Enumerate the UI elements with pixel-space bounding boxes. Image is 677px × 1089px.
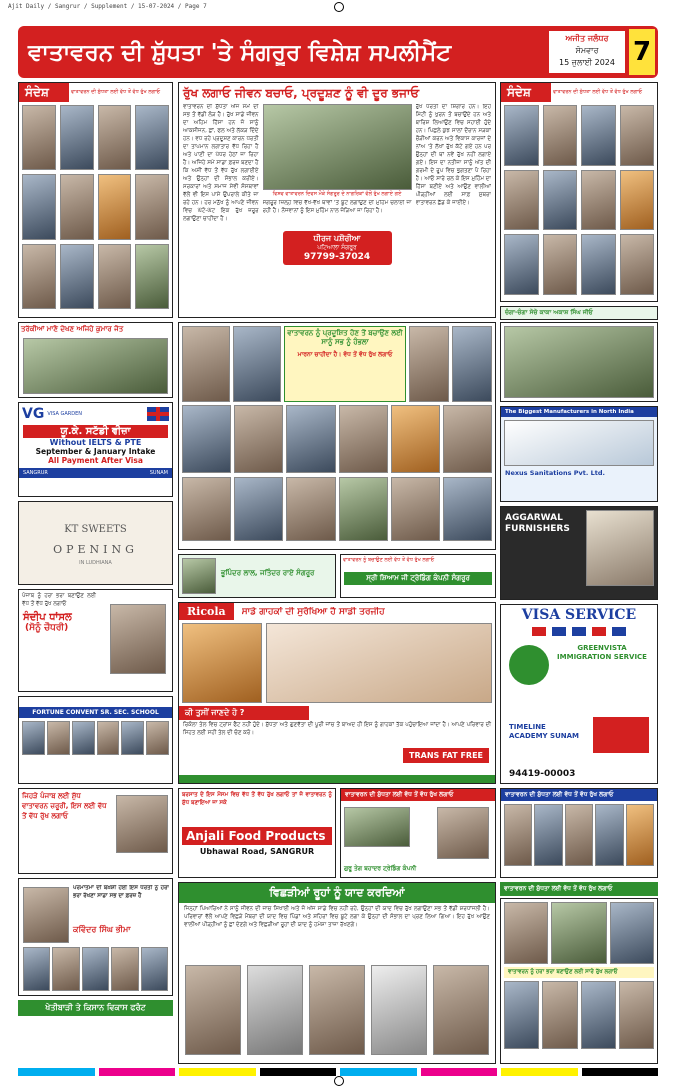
portrait xyxy=(620,105,655,166)
portrait xyxy=(233,326,281,402)
portrait xyxy=(443,405,492,473)
portrait xyxy=(22,244,56,309)
bathtub-image xyxy=(504,420,654,466)
greenvista-name: GREENVISTA IMMIGRATION SERVICE xyxy=(557,644,647,662)
portrait xyxy=(52,947,79,991)
right-group-photo-panel xyxy=(500,322,658,402)
slogan-1: ਵਾਤਾਵਰਨ ਨੂੰ ਪ੍ਰਦੂਸ਼ਿਤ ਹੋਣ ਤੋਂ ਬਚਾਉਣ ਲਈ xyxy=(287,329,403,337)
student-photo xyxy=(97,721,120,755)
author-phone: 97799-37024 xyxy=(303,252,371,262)
masthead-info xyxy=(547,29,627,75)
portrait xyxy=(22,174,56,239)
portrait xyxy=(234,477,283,541)
nexus-biggest: The Biggest Manufacturers in North India xyxy=(501,407,657,417)
slogan-box xyxy=(284,326,406,402)
page-number: 7 xyxy=(629,29,655,75)
portrait xyxy=(504,981,539,1049)
portrait xyxy=(98,244,132,309)
portrait xyxy=(98,174,132,239)
school-name: FORTUNE CONVENT SR. SEC. SCHOOL xyxy=(19,707,172,718)
left-sandesh-subtitle: ਵਾਤਾਵਰਨ ਦੀ ਸ਼ੁੱਧਤਾ ਲਈ ਵੱਧ ਤੋਂ ਵੱਧ ਰੁੱਖ ਲਗਾਓ xyxy=(71,89,161,96)
portrait xyxy=(339,477,388,541)
color-registration-bar xyxy=(18,1068,658,1076)
portrait xyxy=(182,326,230,402)
timeline-name: TIMELINE ACADEMY SUNAM xyxy=(509,723,580,741)
kt-sweets-opening: OPENING xyxy=(53,543,138,556)
oil-bottle-image xyxy=(182,623,262,703)
portrait xyxy=(504,804,532,866)
visa-phone: 94419-00003 xyxy=(509,769,576,779)
slogan-2: ਸਾਨੂੰ ਸਭ ਨੂੰ ਹੰਭਲਾ xyxy=(321,338,369,346)
plant-image xyxy=(344,807,410,847)
visa-garden-ad xyxy=(18,402,173,497)
visa-title: ਯੂ.ਕੇ. ਸਟੱਡੀ ਵੀਜ਼ਾ xyxy=(23,425,168,438)
kavinder-name: ਕਵਿੰਦਰ ਸਿੰਘ ਭੀਮਾ xyxy=(73,925,131,934)
sri-shyam-name: ਸ੍ਰੀ ਸ਼ਿਆਮ ਜੀ ਟ੍ਰੇਡਿੰਗ ਕੰਪਨੀ ਸੰਗਰੂਰ xyxy=(344,572,492,585)
article-col-3: ਰੁੱਖ ਧਰਤੀ ਦਾ ਸ਼ਿੰਗਾਰ ਹਨ। ਇਹ ਮਿੱਟੀ ਨੂੰ ਖੁਰਨ ਤੋਂ ਬਚਾਉਂਦੇ ਹਨ ਅਤੇ ਬਾਰਿਸ਼ ਲਿਆਉਣ ਵਿਚ ਸਹਾਈ ਹੁੰਦੇ ਹਨ। ਪਿਛਲੇ ਕੁਝ ਸਾਲਾਂ ਦੌਰਾਨ ਸੜਕਾਂ ਚੌੜੀਆਂ ਕਰਨ ਅਤੇ ਵਿਕਾਸ ਕਾਰਜਾਂ ਦੇ ਨਾਂਅ 'ਤੇ ਲੱਖਾਂ ਰੁੱਖ ਕੱਟੇ ਗਏ ਹਨ ਪਰ ਉਨ੍ਹਾਂ ਦੀ ਥਾਂ ਨਵੇਂ ਰੁੱਖ ਨਹੀਂ ਲਗਾਏ ਗਏ। ਇਸ ਦਾ ਨਤੀਜਾ ਸਾਨੂੰ ਅੱਤ ਦੀ ਗਰਮੀ ਦੇ ਰੂਪ ਵਿਚ ਭੁਗਤਣਾ ਪੈ ਰਿਹਾ ਹੈ। ਆਓ ਸਾਰੇ ਰਲ ਕੇ ਇਸ ਮੁਹਿੰਮ ਦਾ ਹਿੱਸਾ ਬਣੀਏ ਅਤੇ ਆਉਣ ਵਾਲੀਆਂ ਪੀੜ੍ਹੀਆਂ ਲਈ ਸਾਫ਼ ਸੁਥਰਾ ਵਾਤਾਵਰਨ ਛੱਡ ਕੇ ਜਾਈਏ। xyxy=(415,104,491,206)
portrait xyxy=(286,405,335,473)
aggarwal-ad xyxy=(500,506,658,600)
main-headline: ਰੁੱਖ ਲਗਾਓ ਜੀਵਨ ਬਚਾਓ, ਪ੍ਰਦੂਸ਼ਣ ਨੂੰ ਵੀ ਦੂਰ ਭਜਾਓ xyxy=(183,86,420,100)
student-photo xyxy=(72,721,95,755)
slogan-3: ਮਾਰਨਾ ਚਾਹੀਦਾ ਹੈ। ਵੱਧ ਤੋਂ ਵੱਧ ਰੁੱਖ ਲਗਾਓ xyxy=(297,351,393,358)
main-article: ਰੁੱਖ ਲਗਾਓ ਜੀਵਨ ਬਚਾਓ, ਪ੍ਰਦੂਸ਼ਣ ਨੂੰ ਵੀ ਦੂਰ ਭਜਾਓ ਵਾਤਾਵਰਨ ਦੀ ਸ਼ੁੱਧਤਾ ਅੱਜ ਸਮੇਂ ਦੀ ਸਭ ਤੋਂ ਵੱਡੀ ਲੋੜ ਹੈ। ਰੁੱਖ ਸਾਡੇ ਜੀਵਨ ਦਾ ਅਹਿਮ ਹਿੱਸਾ ਹਨ ਜੋ ਸਾਨੂੰ ਆਕਸੀਜਨ, ਛਾਂ, ਫਲ ਅਤੇ ਲੱਕੜ ਦਿੰਦੇ ਹਨ। ਵਧ ਰਹੇ ਪ੍ਰਦੂਸ਼ਣ ਕਾਰਨ ਧਰਤੀ ਦਾ ਤਾਪਮਾਨ ਲਗਾਤਾਰ ਵੱਧ ਰਿਹਾ ਹੈ ਅਤੇ ਪਾਣੀ ਦਾ ਪੱਧਰ ਹੇਠਾਂ ਜਾ ਰਿਹਾ ਹੈ। ਅਜਿਹੇ ਸਮੇਂ ਸਾਡਾ ਫ਼ਰਜ਼ ਬਣਦਾ ਹੈ ਕਿ ਅਸੀਂ ਵੱਧ ਤੋਂ ਵੱਧ ਰੁੱਖ ਲਗਾਈਏ ਅਤੇ ਉਨ੍ਹਾਂ ਦੀ ਸੰਭਾਲ ਕਰੀਏ। ਸਰਕਾਰਾਂ ਅਤੇ ਸਮਾਜ ਸੇਵੀ ਸੰਸਥਾਵਾਂ ਵੱਲੋਂ ਵੀ ਇਸ ਪਾਸੇ ਉਪਰਾਲੇ ਕੀਤੇ ਜਾ ਰਹੇ ਹਨ। ਹਰ ਮਨੁੱਖ ਨੂੰ ਆਪਣੇ ਜੀਵਨ ਵਿਚ ਘੱਟੋ-ਘੱਟ ਇਕ ਰੁੱਖ ਜ਼ਰੂਰ ਲਗਾਉਣਾ ਚਾਹੀਦਾ ਹੈ। ਵਿਸ਼ਵ ਵਾਤਾਵਰਨ ਦਿਵਸ ਮੌਕੇ ਸੰਗਰੂਰ ਦੇ ਨਾਗਰਿਕਾਂ ਵੱਲੋਂ ਰੁੱਖ ਲਗਾਏ ਗਏ ਸੰਗਰੂਰ ਜ਼ਿਲ੍ਹੇ ਵਿਚ ਵੱਖ-ਵੱਖ ਥਾਵਾਂ 'ਤੇ ਬੂਟੇ ਲਗਾਉਣ ਦੀ ਮੁਹਿੰਮ ਚਲਾਈ ਜਾ ਰਹੀ ਹੈ। ਨੌਜਵਾਨਾਂ ਨੂੰ ਇਸ ਮੁਹਿੰਮ ਨਾਲ ਜੋੜਿਆ ਜਾ ਰਿਹਾ ਹੈ। ਧੀਰਜ ਪਸ਼ੌਰੀਆ ਪਟਿਆਲਾ ਸੰਗਰੂਰ 97799-37024 ਰੁੱਖ ਧਰਤੀ ਦਾ ਸ਼ਿੰਗਾਰ ਹਨ। ਇਹ ਮਿੱਟੀ ਨੂੰ ਖੁਰਨ ਤੋਂ ਬਚਾਉਂਦੇ ਹਨ ਅਤੇ ਬਾਰਿਸ਼ ਲਿਆਉਣ ਵਿਚ ਸਹਾਈ ਹੁੰਦੇ ਹਨ। ਪਿਛਲੇ ਕੁਝ ਸਾਲਾਂ ਦੌਰਾਨ ਸੜਕਾਂ ਚੌੜੀਆਂ ਕਰਨ ਅਤੇ ਵਿਕਾਸ ਕਾਰਜਾਂ ਦੇ ਨਾਂਅ 'ਤੇ ਲੱਖਾਂ ਰੁੱਖ ਕੱਟੇ ਗਏ ਹਨ ਪਰ ਉਨ੍ਹਾਂ ਦੀ ਥਾਂ ਨਵੇਂ ਰੁੱਖ ਨਹੀਂ ਲਗਾਏ ਗਏ। ਇਸ ਦਾ ਨਤੀਜਾ ਸਾਨੂੰ ਅੱਤ ਦੀ ਗਰਮੀ ਦੇ ਰੂਪ ਵਿਚ ਭੁਗਤਣਾ ਪੈ ਰਿਹਾ ਹੈ। ਆਓ ਸਾਰੇ ਰਲ ਕੇ ਇਸ ਮੁਹਿੰਮ ਦਾ ਹਿੱਸਾ ਬਣੀਏ ਅਤੇ ਆਉਣ ਵਾਲੀਆਂ ਪੀੜ੍ਹੀਆਂ ਲਈ ਸਾਫ਼ ਸੁਥਰਾ ਵਾਤਾਵਰਨ ਛੱਡ ਕੇ ਜਾਈਏ। xyxy=(178,82,496,318)
portrait xyxy=(504,170,539,231)
ricola-question: ਕੀ ਤੁਸੀਂ ਜਾਣਦੇ ਹੋ ? xyxy=(179,706,309,720)
uk-flag-icon xyxy=(147,407,169,421)
bottom-left-ad-2: ਪਰਮਾਤਮਾ ਦੀ ਬਖ਼ਸ਼ੀ ਹੋਈ ਇਸ ਧਰਤੀ ਨੂੰ ਹਰਾ ਭਰਾ ਰੱਖਣਾ ਸਾਡਾ ਸਭ ਦਾ ਫ਼ਰਜ਼ ਹੈ ਕਵਿੰਦਰ ਸਿੰਘ ਭੀਮਾ xyxy=(18,878,173,996)
portrait xyxy=(135,105,169,170)
portrait xyxy=(23,947,50,991)
portrait xyxy=(23,887,69,943)
group-photo xyxy=(504,326,654,398)
portrait xyxy=(60,244,94,309)
article-photo xyxy=(263,104,412,190)
portrait xyxy=(116,795,168,853)
portrait xyxy=(409,326,449,402)
right-sandesh-subtitle: ਵਾਤਾਵਰਨ ਦੀ ਸ਼ੁੱਧਤਾ ਲਈ ਵੱਧ ਤੋਂ ਵੱਧ ਰੁੱਖ ਲਗਾਓ xyxy=(553,89,643,96)
plant-image xyxy=(551,902,607,964)
visa-service-ad xyxy=(500,604,658,784)
portrait xyxy=(626,804,654,866)
student-photo xyxy=(146,721,169,755)
flag-icon xyxy=(552,627,566,636)
bottom-left-ad-1 xyxy=(18,788,173,874)
portrait xyxy=(610,902,654,964)
flag-icon xyxy=(592,627,606,636)
right-bottom-ad-2: ਵਾਤਾਵਰਨ ਨੂੰ ਹਰਾ ਭਰਾ ਬਣਾਉਣ ਲਈ ਸਾਰੇ ਰੁੱਖ ਲਗਾਓ xyxy=(500,898,658,1064)
portrait xyxy=(22,105,56,170)
group-photo xyxy=(23,338,168,394)
article-photo-caption: ਵਿਸ਼ਵ ਵਾਤਾਵਰਨ ਦਿਵਸ ਮੌਕੇ ਸੰਗਰੂਰ ਦੇ ਨਾਗਰਿਕਾਂ ਵੱਲੋਂ ਰੁੱਖ ਲਗਾਏ ਗਏ xyxy=(272,191,402,197)
portrait xyxy=(234,405,283,473)
portrait xyxy=(565,804,593,866)
bhupinder-ad xyxy=(178,554,336,598)
right-sandesh-header: ਸੰਦੇਸ਼ xyxy=(501,83,551,102)
center-portrait-grid xyxy=(178,322,496,550)
visa-service-title: VISA SERVICE xyxy=(521,607,637,623)
portrait xyxy=(581,981,616,1049)
portrait xyxy=(543,170,578,231)
masthead xyxy=(18,26,658,78)
bottom-left-ad-text: ਜਿਹੜੇ ਪੰਜਾਬ ਲਈ ਸ਼ੁੱਧ ਵਾਤਾਵਰਨ ਜ਼ਰੂਰੀ, ਇਸ ਲਈ ਵੱਧ ਤੋਂ ਵੱਧ ਰੁੱਖ ਲਗਾਓ xyxy=(22,792,107,820)
akash-banner-text: ਚੰਗਾ-ਚੰਗਾ ਸੋਚੋ ਕਾਕਾ ਅਕਾਸ਼ ਸਿੰਘ ਜੀਓ xyxy=(505,309,593,316)
memorial-portrait xyxy=(185,965,241,1055)
portrait xyxy=(60,105,94,170)
registration-mark-bottom xyxy=(334,1076,344,1086)
portrait xyxy=(111,947,138,991)
portrait xyxy=(619,981,654,1049)
sandeep-name: ਸੰਦੀਪ ਧਾਂਸਲ xyxy=(23,612,72,623)
portrait xyxy=(504,234,539,295)
portrait xyxy=(135,244,169,309)
anjali-food-ad: ਬਰਸਾਤ ਦੇ ਇਸ ਮੌਸਮ ਵਿਚ ਵੱਧ ਤੋਂ ਵੱਧ ਰੁੱਖ ਲਗਾਓ ਤਾਂ ਜੋ ਵਾਤਾਵਰਨ ਨੂੰ ਸ਼ੁੱਧ ਬਣਾਇਆ ਜਾ ਸਕੇ Anjali Food Products Ubhawal Road, SANGRUR xyxy=(178,788,336,878)
portrait xyxy=(391,477,440,541)
nexus-ad xyxy=(500,406,658,502)
author-name: ਧੀਰਜ ਪਸ਼ੌਰੀਆ xyxy=(313,234,361,243)
sandeep-nick: (ਸੋਨੂੰ ਚੌਧਰੀ) xyxy=(25,623,69,633)
visa-garden-brand: VISA GARDEN xyxy=(47,411,83,417)
memorial-portrait xyxy=(309,965,365,1055)
left-sandesh-header: ਸੰਦੇਸ਼ xyxy=(19,83,69,102)
tarkian-panel xyxy=(18,322,173,398)
furniture-image xyxy=(586,510,654,586)
portrait xyxy=(534,804,562,866)
portrait xyxy=(543,105,578,166)
portrait xyxy=(504,105,539,166)
portrait xyxy=(182,405,231,473)
anjali-name: Anjali Food Products xyxy=(182,827,332,845)
visa-garden-logo: VG xyxy=(22,406,45,422)
aggarwal-name: AGGARWAL FURNISHERS xyxy=(505,513,570,534)
trans-fat-badge: TRANS FAT FREE xyxy=(403,748,489,763)
plant-icon xyxy=(182,558,216,594)
sri-shyam-ad: ਵਾਤਾਵਰਨ ਨੂੰ ਬਚਾਉਣ ਲਈ ਵੱਧ ਤੋਂ ਵੱਧ ਰੁੱਖ ਲਗਾਓ ਸ੍ਰੀ ਸ਼ਿਆਮ ਜੀ ਟ੍ਰੇਡਿੰਗ ਕੰਪਨੀ ਸੰਗਰੂਰ xyxy=(340,554,496,598)
portrait xyxy=(543,234,578,295)
kt-sweets-place: IN LUDHIANA xyxy=(79,560,112,566)
memorial-portrait xyxy=(371,965,427,1055)
left-sandesh-panel xyxy=(18,82,173,318)
greenvista-logo xyxy=(509,645,549,685)
portrait xyxy=(391,405,440,473)
portrait xyxy=(286,477,335,541)
portrait xyxy=(595,804,623,866)
portrait xyxy=(135,174,169,239)
memorial-portrait xyxy=(433,965,489,1055)
vichhdian-header: ਵਿਛੜੀਆਂ ਰੂਹਾਂ ਨੂੰ ਯਾਦ ਕਰਦਿਆਂ xyxy=(179,883,495,903)
portrait xyxy=(620,170,655,231)
portrait xyxy=(437,807,489,859)
portrait xyxy=(98,105,132,170)
flag-icon xyxy=(532,627,546,636)
visa-line1: Without IELTS & PTE xyxy=(49,438,142,447)
portrait xyxy=(182,477,231,541)
nexus-name: Nexus Sanitations Pvt. Ltd. xyxy=(505,469,605,477)
kt-sweets-name: KT SWEETS xyxy=(64,524,127,535)
ricola-logo: Ricola xyxy=(179,603,234,620)
portrait xyxy=(620,234,655,295)
flag-icon xyxy=(572,627,586,636)
portrait xyxy=(82,947,109,991)
fortune-school-ad xyxy=(18,696,173,784)
portrait xyxy=(443,477,492,541)
visa-line2: September & January Intake xyxy=(35,447,156,456)
kt-sweets-ad xyxy=(18,501,173,585)
student-photo xyxy=(47,721,70,755)
portrait xyxy=(60,174,94,239)
masthead-title: ਵਾਤਾਵਰਨ ਦੀ ਸ਼ੁੱਧਤਾ 'ਤੇ ਸੰਗਰੂਰ ਵਿਸ਼ੇਸ਼ ਸਪਲੀਮੈਂਟ xyxy=(28,38,452,66)
portrait xyxy=(452,326,492,402)
tarkian-header: ਤਰੱਕੀਆਂ ਮਾਣੋ ਦੇਖਣ ਅਜਿਹੇ ਕੁਮਾਰ ਜੋਤ xyxy=(21,325,124,333)
bhupinder-text: ਭੂਪਿੰਦਰ ਲਾਲ, ਜਤਿੰਦਰ ਰਾਏ ਸੰਗਰੂਰ xyxy=(221,569,315,577)
portrait xyxy=(141,947,168,991)
right-sandesh-panel xyxy=(500,82,658,302)
author-role: ਪਟਿਆਲਾ ਸੰਗਰੂਰ xyxy=(317,244,357,251)
portrait xyxy=(339,405,388,473)
sandeep-dhansal-ad: ਪੰਜਾਬ ਨੂੰ ਹਰਾ ਭਰਾ ਬਣਾਉਣ ਲਈ ਵੱਧ ਤੋਂ ਵੱਧ ਰੁੱਖ ਲਗਾਓ ਸੰਦੀਪ ਧਾਂਸਲ (ਸੋਨੂੰ ਚੌਧਰੀ) xyxy=(18,589,173,692)
memorial-portrait xyxy=(247,965,303,1055)
student-photo xyxy=(22,721,45,755)
student-photo xyxy=(121,721,144,755)
article-col-1: ਵਾਤਾਵਰਨ ਦੀ ਸ਼ੁੱਧਤਾ ਅੱਜ ਸਮੇਂ ਦੀ ਸਭ ਤੋਂ ਵੱਡੀ ਲੋੜ ਹੈ। ਰੁੱਖ ਸਾਡੇ ਜੀਵਨ ਦਾ ਅਹਿਮ ਹਿੱਸਾ ਹਨ ਜੋ ਸਾਨੂੰ ਆਕਸੀਜਨ, ਛਾਂ, ਫਲ ਅਤੇ ਲੱਕੜ ਦਿੰਦੇ ਹਨ। ਵਧ ਰਹੇ ਪ੍ਰਦੂਸ਼ਣ ਕਾਰਨ ਧਰਤੀ ਦਾ ਤਾਪਮਾਨ ਲਗਾਤਾਰ ਵੱਧ ਰਿਹਾ ਹੈ ਅਤੇ ਪਾਣੀ ਦਾ ਪੱਧਰ ਹੇਠਾਂ ਜਾ ਰਿਹਾ ਹੈ। ਅਜਿਹੇ ਸਮੇਂ ਸਾਡਾ ਫ਼ਰਜ਼ ਬਣਦਾ ਹੈ ਕਿ ਅਸੀਂ ਵੱਧ ਤੋਂ ਵੱਧ ਰੁੱਖ ਲਗਾਈਏ ਅਤੇ ਉਨ੍ਹਾਂ ਦੀ ਸੰਭਾਲ ਕਰੀਏ। ਸਰਕਾਰਾਂ ਅਤੇ ਸਮਾਜ ਸੇਵੀ ਸੰਸਥਾਵਾਂ ਵੱਲੋਂ ਵੀ ਇਸ ਪਾਸੇ ਉਪਰਾਲੇ ਕੀਤੇ ਜਾ ਰਹੇ ਹਨ। ਹਰ ਮਨੁੱਖ ਨੂੰ ਆਪਣੇ ਜੀਵਨ ਵਿਚ ਘੱਟੋ-ਘੱਟ ਇਕ ਰੁੱਖ ਜ਼ਰੂਰ ਲਗਾਉਣਾ ਚਾਹੀਦਾ ਹੈ। xyxy=(183,104,259,222)
portrait xyxy=(581,234,616,295)
paper-name: ਅਜੀਤ ਜਲੰਧਰ xyxy=(565,34,609,43)
flag-icon xyxy=(612,627,626,636)
visa-city-2: SUNAM xyxy=(149,470,168,476)
visa-line3: All Payment After Visa xyxy=(48,456,143,465)
author-box xyxy=(283,231,392,265)
ricola-ad: Ricola ਸਾਡੇ ਗਾਹਕਾਂ ਦੀ ਸੁਰੱਖਿਆ ਹੈ ਸਾਡੀ ਤਰਜੀਹ ਕੀ ਤੁਸੀਂ ਜਾਣਦੇ ਹੋ ? ਰਿਕੋਲਾ ਤੇਲ ਵਿਚ ਟ੍ਰਾਂਸ ਫੈਟ ਨਹੀਂ ਹੁੰਦੇ। ਸ਼ੁੱਧਤਾ ਅਤੇ ਗੁਣਵੱਤਾ ਦੀ ਪੂਰੀ ਜਾਂਚ ਤੋਂ ਬਾਅਦ ਹੀ ਇਸ ਨੂੰ ਗਾਹਕਾਂ ਤੱਕ ਪਹੁੰਚਾਇਆ ਜਾਂਦਾ ਹੈ। ਆਪਣੇ ਪਰਿਵਾਰ ਦੀ ਸਿਹਤ ਲਈ ਸਹੀ ਤੇਲ ਦੀ ਚੋਣ ਕਰੋ। TRANS FAT FREE xyxy=(178,602,496,784)
vichhdian-panel: ਵਿਛੜੀਆਂ ਰੂਹਾਂ ਨੂੰ ਯਾਦ ਕਰਦਿਆਂ ਜਿਨ੍ਹਾਂ ਪਿਆਰਿਆਂ ਨੇ ਸਾਨੂੰ ਜੀਵਨ ਦੀ ਜਾਚ ਸਿਖਾਈ ਅਤੇ ਜੋ ਅੱਜ ਸਾਡੇ ਵਿਚ ਨਹੀਂ ਰਹੇ, ਉਨ੍ਹਾਂ ਦੀ ਯਾਦ ਵਿਚ ਰੁੱਖ ਲਗਾਉਣਾ ਸਭ ਤੋਂ ਵੱਡੀ ਸ਼ਰਧਾਂਜਲੀ ਹੈ। ਪਰਿਵਾਰਾਂ ਵੱਲੋਂ ਆਪਣੇ ਵਿਛੜੇ ਮੈਂਬਰਾਂ ਦੀ ਯਾਦ ਵਿਚ ਪਿੰਡਾਂ ਅਤੇ ਸ਼ਹਿਰਾਂ ਵਿਚ ਬੂਟੇ ਲਗਾ ਕੇ ਉਨ੍ਹਾਂ ਦੀ ਸੰਭਾਲ ਦਾ ਪ੍ਰਣ ਲਿਆ ਗਿਆ। ਇਹ ਰੁੱਖ ਆਉਣ ਵਾਲੀਆਂ ਪੀੜ੍ਹੀਆਂ ਨੂੰ ਛਾਂ ਦੇਣਗੇ ਅਤੇ ਵਿਛੜੀਆਂ ਰੂਹਾਂ ਦੀ ਯਾਦ ਨੂੰ ਹਮੇਸ਼ਾ ਤਾਜ਼ਾ ਰੱਖਣਗੇ। xyxy=(178,882,496,1064)
timeline-logo xyxy=(593,717,649,753)
guru-teg-ad: ਵਾਤਾਵਰਨ ਦੀ ਸ਼ੁੱਧਤਾ ਲਈ ਵੱਧ ਤੋਂ ਵੱਧ ਰੁੱਖ ਲਗਾਓ ਗੁਰੂ ਤੇਗ ਬਹਾਦਰ ਟ੍ਰੇਡਿੰਗ ਕੰਪਨੀ xyxy=(340,788,496,878)
sandeep-portrait xyxy=(110,604,166,674)
anjali-address: Ubhawal Road, SANGRUR xyxy=(199,847,315,856)
portrait xyxy=(542,981,577,1049)
portrait xyxy=(504,902,548,964)
portrait xyxy=(581,105,616,166)
family-image xyxy=(266,623,492,703)
akash-banner xyxy=(500,306,658,320)
ricola-headline: ਸਾਡੇ ਗਾਹਕਾਂ ਦੀ ਸੁਰੱਖਿਆ ਹੈ ਸਾਡੀ ਤਰਜੀਹ xyxy=(241,606,385,617)
masthead-day: ਸੋਮਵਾਰ xyxy=(575,46,599,55)
right-bottom-ad-1: ਵਾਤਾਵਰਨ ਦੀ ਸ਼ੁੱਧਤਾ ਲਈ ਵੱਧ ਤੋਂ ਵੱਧ ਰੁੱਖ ਲਗਾਓ xyxy=(500,788,658,878)
right-green-band: ਵਾਤਾਵਰਨ ਦੀ ਸ਼ੁੱਧਤਾ ਲਈ ਵੱਧ ਤੋਂ ਵੱਧ ਰੁੱਖ ਲਗਾਓ xyxy=(500,882,658,896)
portrait xyxy=(581,170,616,231)
bottom-left-footer: ਖੇਤੀਬਾੜੀ ਤੇ ਕਿਸਾਨ ਵਿਕਾਸ ਫਰੰਟ xyxy=(18,1000,173,1016)
visa-city-1: SANGRUR xyxy=(23,470,48,476)
masthead-date: 15 ਜੁਲਾਈ 2024 xyxy=(559,58,615,67)
print-slug: Ajit Daily / Sangrur / Supplement / 15-07-2024 / Page 7 xyxy=(8,3,207,10)
